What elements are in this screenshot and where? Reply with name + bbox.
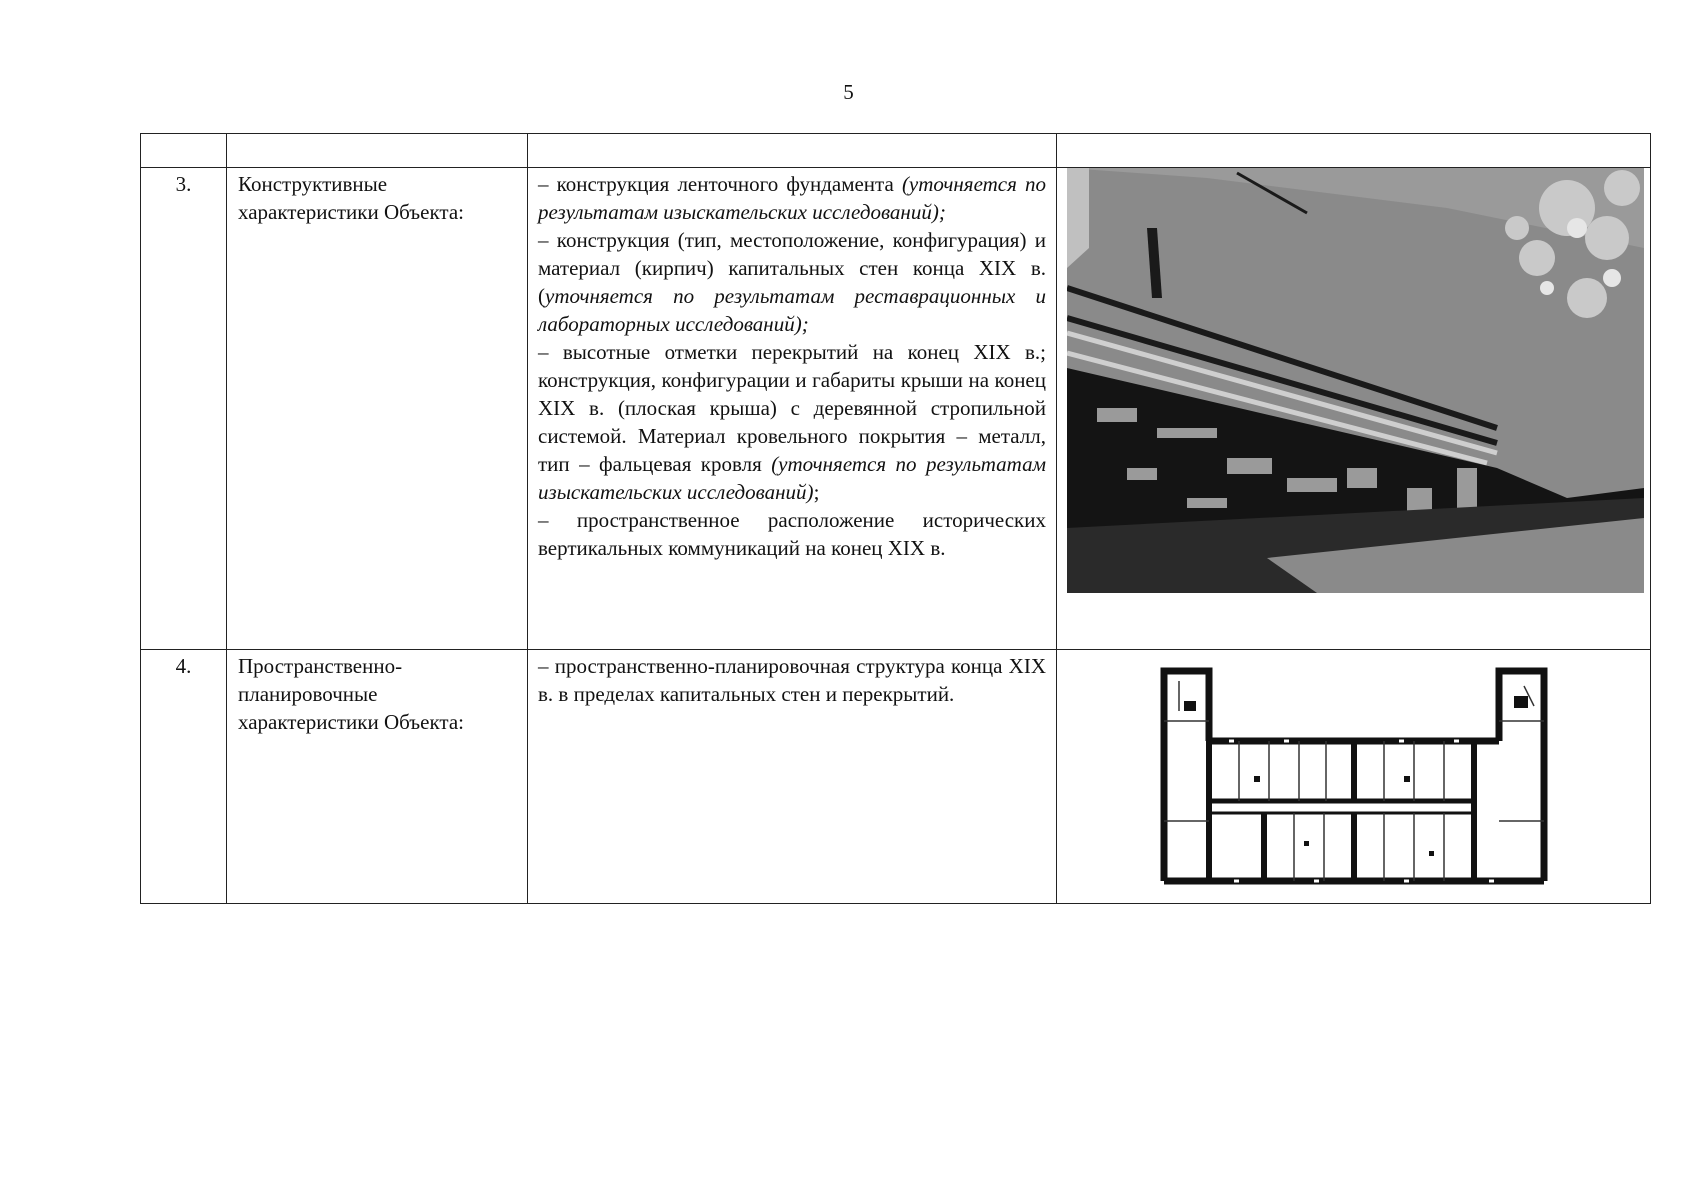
page-number: 5 xyxy=(843,80,854,104)
table-row xyxy=(141,168,1651,650)
row-number: 3. xyxy=(141,168,227,650)
row-number: 4. xyxy=(141,650,227,904)
text-run: – высотные отметки перекрытий на конец XIX в.; конструкция, конфигурации и габариты крыши на конец XIX в. (плоская крыша) с деревянной стропильной системой. Материал кровельного покрытия – металл, тип – фальцевая кровля xyxy=(538,340,1046,476)
plan-cell xyxy=(1057,650,1651,904)
description-paragraph xyxy=(538,226,1046,338)
row-title: Конструктивные характеристики Объекта: xyxy=(227,168,528,650)
building-facade-photo xyxy=(1067,168,1644,593)
italic-note: (уточняется по результатам изыскательских исследований); xyxy=(538,172,1046,224)
row-description xyxy=(528,168,1057,650)
row-description xyxy=(528,650,1057,904)
description-paragraph xyxy=(538,652,1046,708)
text-run: ; xyxy=(813,480,820,504)
characteristics-table xyxy=(140,133,1651,904)
description-paragraph xyxy=(538,170,1046,226)
header-cell xyxy=(141,134,227,168)
text-run: – конструкция ленточного фундамента xyxy=(538,172,902,196)
text-run: – пространственное расположение исторических вертикальных коммуникаций на конец XIX в. xyxy=(538,508,1046,560)
header-cell xyxy=(227,134,528,168)
photo-cell xyxy=(1057,168,1651,650)
italic-note: уточняется по результатам реставрационных и лабораторных исследований); xyxy=(538,284,1046,336)
description-paragraph xyxy=(538,338,1046,506)
italic-note: (уточняется по результатам изыскательских исследований) xyxy=(538,452,1046,504)
row-title: Пространственно-планировочные характеристики Объекта: xyxy=(227,650,528,904)
floor-plan-drawing xyxy=(1154,661,1554,893)
text-run: – конструкция (тип, местоположение, конфигурация) и материал (кирпич) капитальных стен конца XIX в. ( xyxy=(538,228,1046,308)
description-paragraph xyxy=(538,506,1046,562)
table-header-row xyxy=(141,134,1651,168)
header-cell xyxy=(528,134,1057,168)
table-row xyxy=(141,650,1651,904)
header-cell xyxy=(1057,134,1651,168)
text-run: – пространственно-планировочная структура конца XIX в. в пределах капитальных стен и перекрытий. xyxy=(538,654,1046,706)
